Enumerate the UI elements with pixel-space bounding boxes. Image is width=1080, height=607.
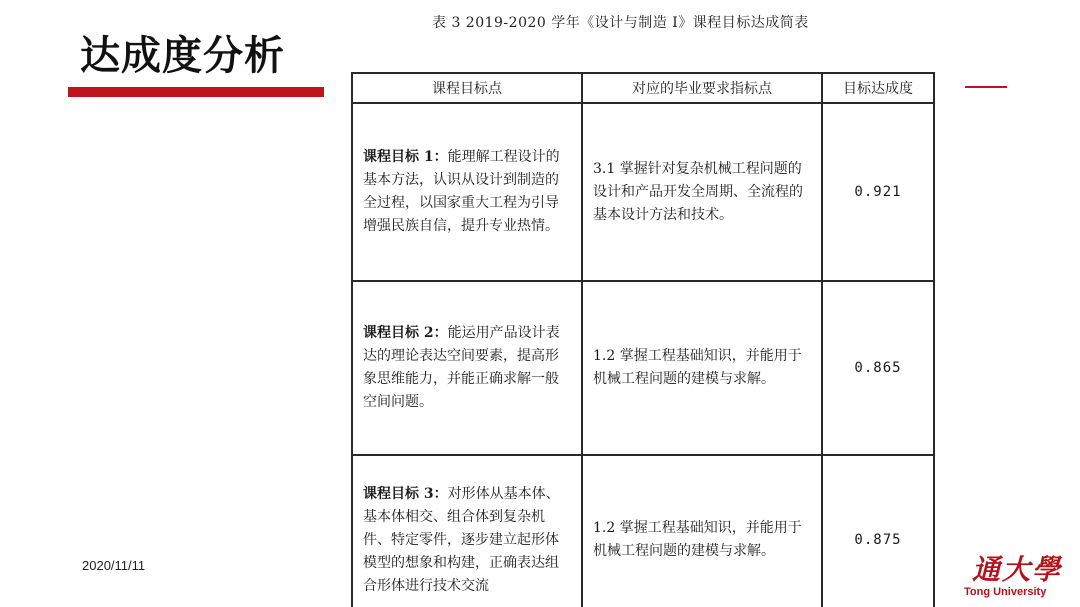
table-caption: 表 3 2019-2020 学年《设计与制造 I》课程目标达成简表: [432, 15, 809, 31]
requirement-cell: 1.2 掌握工程基础知识，并能用于机械工程问题的建模与求解。: [582, 455, 822, 607]
requirement-cell: 1.2 掌握工程基础知识，并能用于机械工程问题的建模与求解。: [582, 281, 822, 455]
goal-cell: [352, 455, 582, 607]
table-row: [352, 455, 934, 607]
achievement-value: 0.875: [822, 455, 934, 607]
goal-cell: [352, 103, 582, 281]
requirement-cell: 3.1 掌握针对复杂机械工程问题的设计和产品开发全周期、全流程的基本设计方法和技术。: [582, 103, 822, 281]
goal-text: 能理解工程设计的基本方法，认识从设计到制造的全过程，以国家重大工程为引导增强民族自信，提升专业热情。: [363, 149, 560, 234]
goal-cell: [352, 281, 582, 455]
achievement-value: 0.921: [822, 103, 934, 281]
goal-label: 课程目标 3：: [363, 485, 448, 502]
table-row: [352, 103, 934, 281]
logo-chinese-text: 通大學: [972, 553, 1063, 586]
logo-english-text: Tong University: [964, 586, 1047, 598]
goal-text: 对形体从基本体、基本体相交、组合体到复杂机件、特定零件，逐步建立起形体模型的想象和构建，正确表达组合形体进行技术交流: [363, 485, 560, 594]
title-underline: [68, 87, 324, 97]
header-requirement: 对应的毕业要求指标点: [582, 73, 822, 103]
table-row: [352, 281, 934, 455]
header-achievement: 目标达成度: [822, 73, 934, 103]
page-title: 达成度分析: [80, 33, 285, 79]
header-goal: 课程目标点: [352, 73, 582, 103]
slide-date: 2020/11/11: [82, 558, 146, 573]
goal-achievement-table: [351, 72, 935, 607]
achievement-value: 0.865: [822, 281, 934, 455]
university-logo: [964, 548, 1074, 607]
accent-line: [965, 86, 1007, 88]
goal-label: 课程目标 1：: [363, 149, 448, 165]
goal-text: 能运用产品设计表达的理论表达空间要素，提高形象思维能力，并能正确求解一般空间问题。: [363, 325, 560, 410]
table-header-row: [352, 73, 934, 103]
goal-label: 课程目标 2：: [363, 325, 448, 341]
